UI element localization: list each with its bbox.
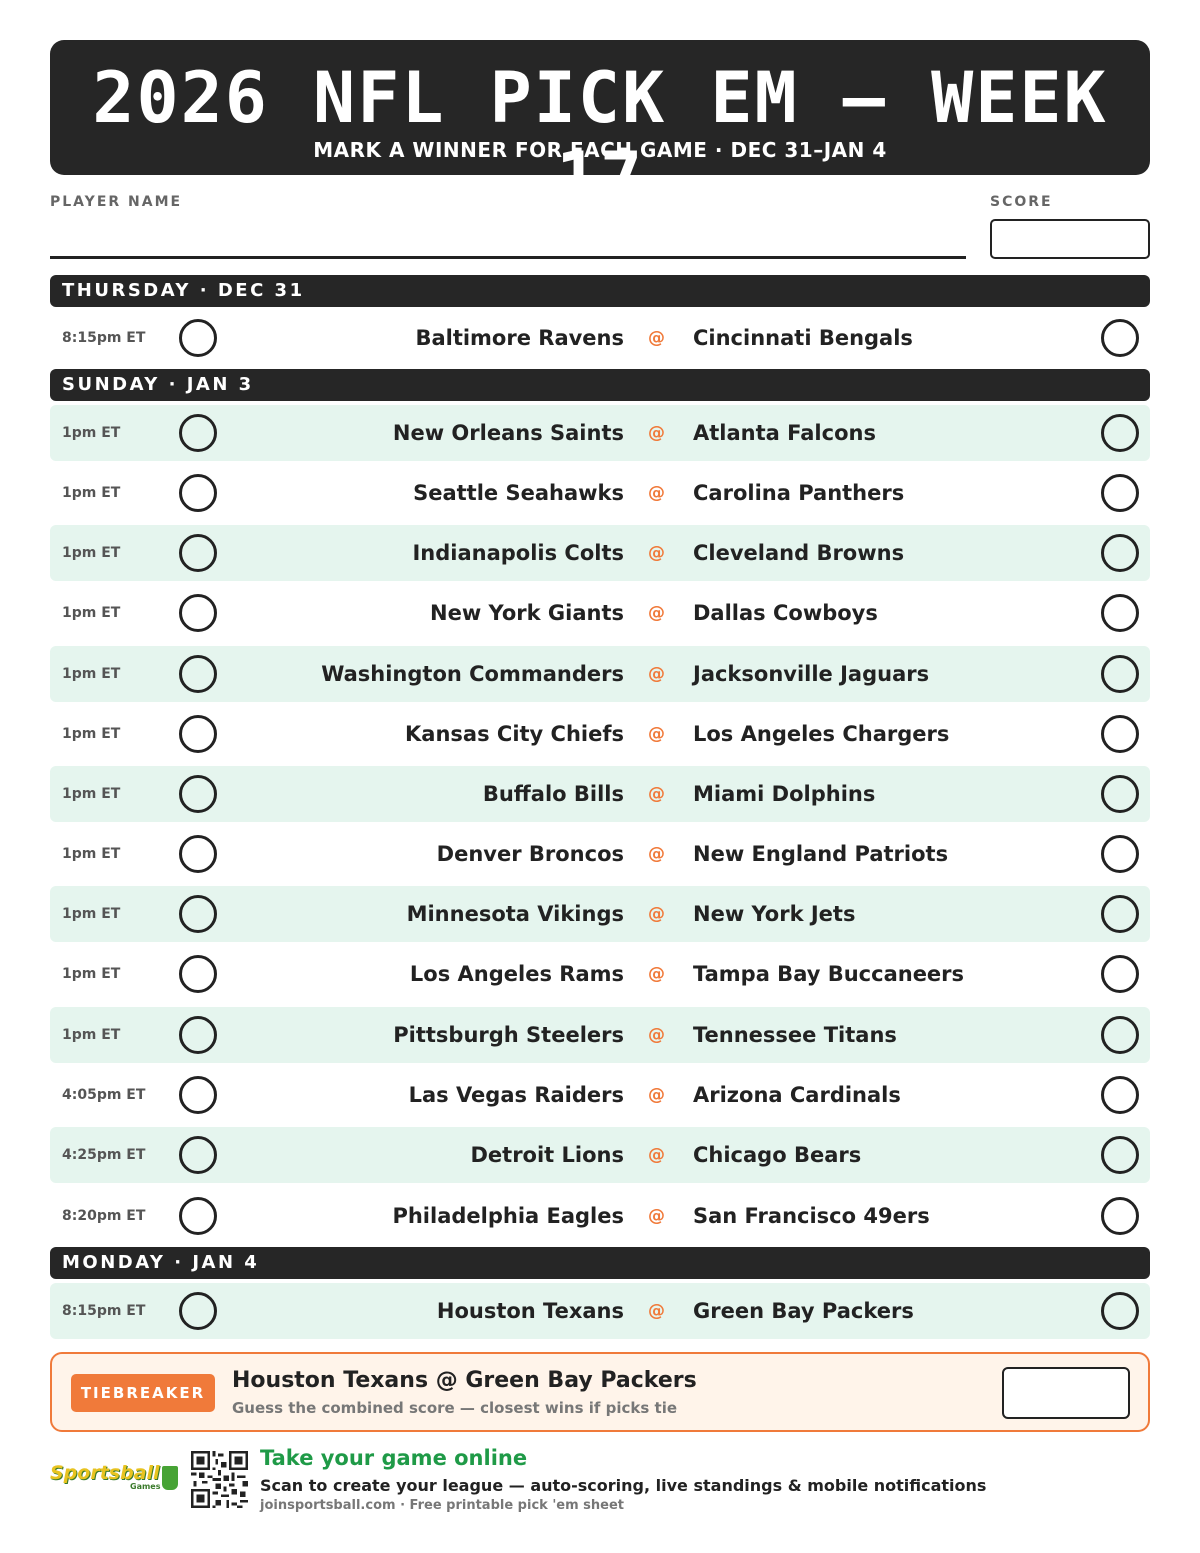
at-symbol: @ <box>648 664 665 684</box>
away-team: New Orleans Saints <box>392 421 624 445</box>
tiebreaker-game: Houston Texans @ Green Bay Packers <box>232 1368 697 1393</box>
game-time: 1pm ET <box>62 1027 121 1043</box>
footer-description: Scan to create your league — auto-scoring, live standings & mobile notifications <box>260 1476 987 1495</box>
away-team: Buffalo Bills <box>482 782 624 806</box>
game-row <box>50 525 1150 581</box>
pick-home-checkbox[interactable] <box>1101 955 1139 993</box>
day-header-monday: MONDAY · JAN 4 <box>50 1247 1150 1279</box>
away-team: Detroit Lions <box>470 1143 624 1167</box>
away-team: Las Vegas Raiders <box>408 1083 624 1107</box>
pick-away-checkbox[interactable] <box>179 895 217 933</box>
tiebreaker-badge: TIEBREAKER <box>71 1374 215 1412</box>
at-symbol: @ <box>648 1301 665 1321</box>
at-symbol: @ <box>648 1085 665 1105</box>
at-symbol: @ <box>648 1025 665 1045</box>
game-row <box>50 310 1150 366</box>
pick-away-checkbox[interactable] <box>179 775 217 813</box>
home-team: Los Angeles Chargers <box>693 722 950 746</box>
home-team: Tampa Bay Buccaneers <box>693 962 965 986</box>
game-row <box>50 766 1150 822</box>
home-team: Cleveland Browns <box>693 541 905 565</box>
home-team: Jacksonville Jaguars <box>693 662 930 686</box>
page-subtitle: MARK A WINNER FOR EACH GAME · DEC 31–JAN 4 <box>313 138 887 162</box>
at-symbol: @ <box>648 1145 665 1165</box>
sportsball-logo <box>50 1462 180 1498</box>
game-time: 1pm ET <box>62 605 121 621</box>
game-row <box>50 1127 1150 1183</box>
game-row <box>50 946 1150 1002</box>
pick-home-checkbox[interactable] <box>1101 655 1139 693</box>
game-row <box>50 826 1150 882</box>
home-team: Dallas Cowboys <box>693 601 878 625</box>
pick-away-checkbox[interactable] <box>179 655 217 693</box>
away-team: Washington Commanders <box>321 662 624 686</box>
game-row <box>50 1283 1150 1339</box>
away-team: Baltimore Ravens <box>415 326 624 350</box>
pick-home-checkbox[interactable] <box>1101 1016 1139 1054</box>
at-symbol: @ <box>648 328 665 348</box>
home-team: Chicago Bears <box>693 1143 862 1167</box>
away-team: Philadelphia Eagles <box>392 1204 624 1228</box>
pick-away-checkbox[interactable] <box>179 594 217 632</box>
game-time: 1pm ET <box>62 846 121 862</box>
game-row <box>50 1007 1150 1063</box>
game-time: 1pm ET <box>62 425 121 441</box>
logo-subtext: Games <box>130 1482 161 1491</box>
day-header-thursday: THURSDAY · DEC 31 <box>50 275 1150 307</box>
away-team: Kansas City Chiefs <box>405 722 624 746</box>
pick-away-checkbox[interactable] <box>179 414 217 452</box>
away-team: Pittsburgh Steelers <box>393 1023 624 1047</box>
pick-away-checkbox[interactable] <box>179 715 217 753</box>
pick-home-checkbox[interactable] <box>1101 414 1139 452</box>
page-title: 2026 NFL PICK EM — WEEK 17 <box>92 57 1108 219</box>
game-time: 8:20pm ET <box>62 1208 146 1224</box>
game-time: 1pm ET <box>62 786 121 802</box>
game-time: 8:15pm ET <box>62 330 146 346</box>
pick-away-checkbox[interactable] <box>179 1016 217 1054</box>
pick-away-checkbox[interactable] <box>179 1197 217 1235</box>
home-team: Carolina Panthers <box>693 481 905 505</box>
game-row <box>50 646 1150 702</box>
at-symbol: @ <box>648 423 665 443</box>
player-name-field[interactable] <box>50 256 966 259</box>
game-row <box>50 706 1150 762</box>
away-team: Los Angeles Rams <box>409 962 624 986</box>
away-team: Minnesota Vikings <box>406 902 624 926</box>
footer-cta: Take your game online <box>260 1446 528 1470</box>
at-symbol: @ <box>648 483 665 503</box>
pick-home-checkbox[interactable] <box>1101 594 1139 632</box>
at-symbol: @ <box>648 1206 665 1226</box>
game-time: 1pm ET <box>62 966 121 982</box>
pick-home-checkbox[interactable] <box>1101 1136 1139 1174</box>
pick-home-checkbox[interactable] <box>1101 895 1139 933</box>
trophy-icon <box>162 1466 178 1490</box>
qr-code-icon[interactable] <box>191 1451 248 1508</box>
away-team: Seattle Seahawks <box>413 481 624 505</box>
game-row <box>50 585 1150 641</box>
game-time: 8:15pm ET <box>62 1303 146 1319</box>
home-team: New England Patriots <box>693 842 949 866</box>
home-team: Atlanta Falcons <box>693 421 876 445</box>
away-team: Denver Broncos <box>436 842 624 866</box>
game-time: 1pm ET <box>62 666 121 682</box>
logo-text: Sportsball <box>50 1462 160 1484</box>
score-label: SCORE <box>990 194 1053 210</box>
tiebreaker-panel <box>50 1352 1150 1432</box>
pick-home-checkbox[interactable] <box>1101 1292 1139 1330</box>
away-team: New York Giants <box>430 601 624 625</box>
player-name-label: PLAYER NAME <box>50 194 183 210</box>
game-row <box>50 1067 1150 1123</box>
game-time: 1pm ET <box>62 485 121 501</box>
pick-home-checkbox[interactable] <box>1101 319 1139 357</box>
pick-away-checkbox[interactable] <box>179 1076 217 1114</box>
pick-home-checkbox[interactable] <box>1101 474 1139 512</box>
at-symbol: @ <box>648 964 665 984</box>
game-row <box>50 405 1150 461</box>
footer-url[interactable]: joinsportsball.com · Free printable pick 'em sheet <box>260 1498 625 1513</box>
pick-home-checkbox[interactable] <box>1101 1076 1139 1114</box>
pick-away-checkbox[interactable] <box>179 534 217 572</box>
game-row <box>50 465 1150 521</box>
pick-away-checkbox[interactable] <box>179 1292 217 1330</box>
at-symbol: @ <box>648 543 665 563</box>
pick-home-checkbox[interactable] <box>1101 534 1139 572</box>
home-team: Green Bay Packers <box>693 1299 914 1323</box>
game-row <box>50 1188 1150 1244</box>
home-team: Miami Dolphins <box>693 782 876 806</box>
game-time: 1pm ET <box>62 726 121 742</box>
home-team: San Francisco 49ers <box>693 1204 930 1228</box>
tiebreaker-score-input[interactable] <box>1002 1367 1130 1419</box>
at-symbol: @ <box>648 724 665 744</box>
score-field[interactable] <box>990 219 1150 259</box>
pick-home-checkbox[interactable] <box>1101 1197 1139 1235</box>
away-team: Houston Texans <box>436 1299 624 1323</box>
pick-away-checkbox[interactable] <box>179 955 217 993</box>
pick-away-checkbox[interactable] <box>179 319 217 357</box>
game-time: 4:25pm ET <box>62 1147 146 1163</box>
at-symbol: @ <box>648 844 665 864</box>
tiebreaker-hint: Guess the combined score — closest wins if picks tie <box>232 1399 678 1417</box>
game-row <box>50 886 1150 942</box>
at-symbol: @ <box>648 784 665 804</box>
home-team: Arizona Cardinals <box>693 1083 901 1107</box>
home-team: New York Jets <box>693 902 856 926</box>
at-symbol: @ <box>648 603 665 623</box>
pick-away-checkbox[interactable] <box>179 1136 217 1174</box>
game-time: 1pm ET <box>62 906 121 922</box>
home-team: Cincinnati Bengals <box>693 326 913 350</box>
pick-home-checkbox[interactable] <box>1101 835 1139 873</box>
pick-home-checkbox[interactable] <box>1101 775 1139 813</box>
home-team: Tennessee Titans <box>693 1023 897 1047</box>
pick-home-checkbox[interactable] <box>1101 715 1139 753</box>
pick-away-checkbox[interactable] <box>179 474 217 512</box>
game-time: 4:05pm ET <box>62 1087 146 1103</box>
pick-away-checkbox[interactable] <box>179 835 217 873</box>
at-symbol: @ <box>648 904 665 924</box>
away-team: Indianapolis Colts <box>412 541 624 565</box>
game-time: 1pm ET <box>62 545 121 561</box>
day-header-sunday: SUNDAY · JAN 3 <box>50 369 1150 401</box>
